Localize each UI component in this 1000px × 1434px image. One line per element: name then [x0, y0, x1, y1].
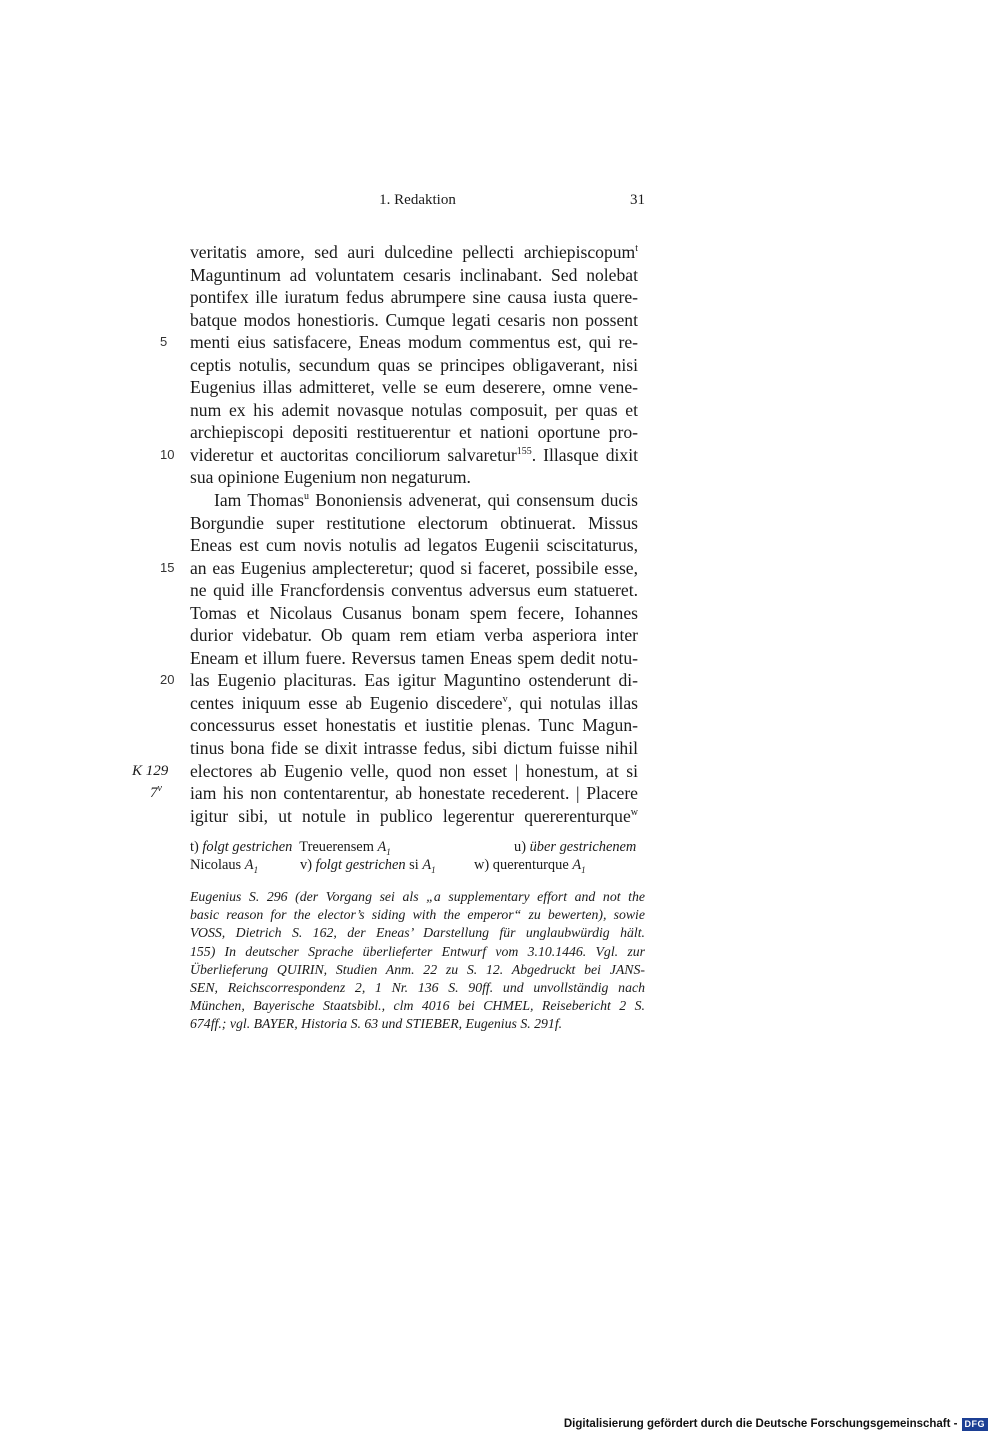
text-line: Maguntinum ad voluntatem cesaris inclinabant. Sed nolebat: [190, 264, 638, 285]
text-line: K 129 electores ab Eugenio velle, quod non esset | honestum, at si: [132, 760, 638, 781]
text-line: num ex his ademit novasque notulas composuit, per quas et: [190, 399, 638, 420]
text-line: 20 las Eugenio placituras. Eas igitur Maguntino ostenderunt di-: [160, 670, 638, 691]
text-line: 10 videretur et auctoritas conciliorum salvaretur$^{155}$. Illasque dixit: [160, 444, 638, 465]
critical-apparatus: [190, 838, 645, 874]
footnote-marker: u: [304, 491, 309, 503]
text-line: 15 an eas Eugenius amplecteretur; quod si faceret, possibile esse,: [160, 557, 638, 578]
footnote-line: 674ff.; vgl. BAYER, Historia S. 63 und STIEBER, Eugenius S. 291f.: [190, 1016, 563, 1032]
footnote-marker: 155: [516, 446, 532, 458]
text-line: 5 menti eius satisfacere, Eneas modum commentus est, qui re-: [160, 332, 638, 353]
text-line: ceptis notulis, secundum quas se principes obligaverant, nisi: [190, 354, 638, 375]
text-line: 7$^v$ iam his non contentarentur, ab honestate recederent. | Placere: [150, 783, 638, 804]
text-line: Eneam et illum fuere. Reversus tamen Eneas spem dedit notu-: [190, 647, 638, 668]
footnote-line: München, Bayerische Staatsbibl., clm 4016 bei CHMEL, Reisebericht 2 S.: [190, 998, 645, 1014]
text-line: Eugenius illas admitteret, velle se eum deserere, omne vene-: [190, 377, 638, 398]
apparatus-entry-w: w) querenturque $A_1$: [474, 857, 586, 875]
footnote-marker: v: [502, 694, 508, 706]
main-text: [132, 241, 638, 827]
text-line: Tomas et Nicolaus Cusanus bonam spem fecere, Iohannes: [190, 602, 638, 623]
text-line: pontifex ille iuratum fedus abrumpere sine causa iusta quere-: [190, 287, 638, 308]
footnote-marker: w: [630, 806, 638, 818]
apparatus-entry-v: v) folgt gestrichen si $A_1$: [300, 857, 436, 875]
text-line: Iam Thomas$^u$ Bononiensis advenerat, qui consensum ducis: [214, 490, 638, 511]
text-line: ne quid ille Francfordensis conventus adversus eum statueret.: [190, 580, 638, 601]
apparatus-row-1: [190, 838, 645, 856]
dfg-credit: [564, 1417, 988, 1431]
apparatus-row-2: [190, 856, 645, 874]
text-line: veritatis amore, sed auri dulcedine pellecti archiepiscopum$^t$: [190, 242, 638, 262]
margin-reference: K 129: [132, 762, 169, 779]
dfg-credit-text: Digitalisierung gefördert durch die Deutsche Forschungsgemeinschaft -: [563, 1418, 958, 1430]
line-number: 10: [160, 446, 175, 462]
margin-reference: 7$^v$: [150, 783, 162, 802]
apparatus-entry-t: t) folgt gestrichen Treuerensem $A_1$: [190, 839, 391, 857]
page-number: 31: [630, 192, 645, 208]
text-line: archiepiscopi depositi restituerentur et nationi oportune pro-: [190, 422, 638, 443]
running-title: 1. Redaktion: [379, 192, 456, 208]
text-line: Eneas est cum novis notulis ad legatos Eugenii sciscitaturus,: [190, 535, 638, 556]
footnotes: [190, 888, 645, 1034]
footnote-line: Eugenius S. 296 (der Vorgang sei als „a supplementary effort and not the: [190, 889, 645, 904]
footnote-line: VOSS, Dietrich S. 162, der Eneas’ Darstellung für unglaubwürdig hält.: [190, 925, 645, 941]
footnote-line: 155) In deutscher Sprache überlieferter Entwurf vom 3.10.1446. Vgl. zur: [190, 943, 645, 959]
apparatus-entry-u: u) über gestrichenem: [514, 839, 637, 855]
text-line: igitur sibi, ut notule in publico legerentur quererenturque$^w$: [190, 805, 638, 826]
line-number: 15: [160, 559, 175, 575]
footnote-line: basic reason for the elector’s siding with the emperor“ zu bewerten), sowie: [190, 907, 645, 923]
footnote-marker: t: [635, 243, 638, 255]
line-number: 20: [160, 672, 175, 688]
text-line: centes iniquum esse ab Eugenio discedere$^v$, qui notulas illas: [190, 692, 638, 713]
text-line: batque modos honestioris. Cumque legati cesaris non possent: [190, 309, 638, 330]
footnote-line: Überlieferung QUIRIN, Studien Anm. 22 zu S. 12. Abgedruckt bei JANS-: [190, 961, 645, 977]
line-number: 5: [160, 334, 168, 350]
text-line: Borgundie super restitutione electorum obtinuerat. Missus: [190, 512, 638, 533]
text-line: durior videbatur. Ob quam rem etiam verba asperiora inter: [190, 625, 638, 646]
text-line: tinus bona fide se dixit intrasse fedus, sibi dictum fuisse nihil: [190, 738, 638, 759]
text-line: concessurus esset honestatis et iustitie plenas. Tunc Magun-: [190, 715, 638, 736]
footnote-line: SEN, Reichscorrespondenz 2, 1 Nr. 136 S. 90ff. und unvollständig nach: [190, 979, 645, 995]
running-header: [190, 192, 645, 214]
apparatus-entry-u-cont: Nicolaus $A_1$: [190, 857, 259, 875]
text-line: sua opinione Eugenium non negaturum.: [190, 467, 471, 488]
dfg-logo-icon: DFG: [962, 1418, 989, 1431]
